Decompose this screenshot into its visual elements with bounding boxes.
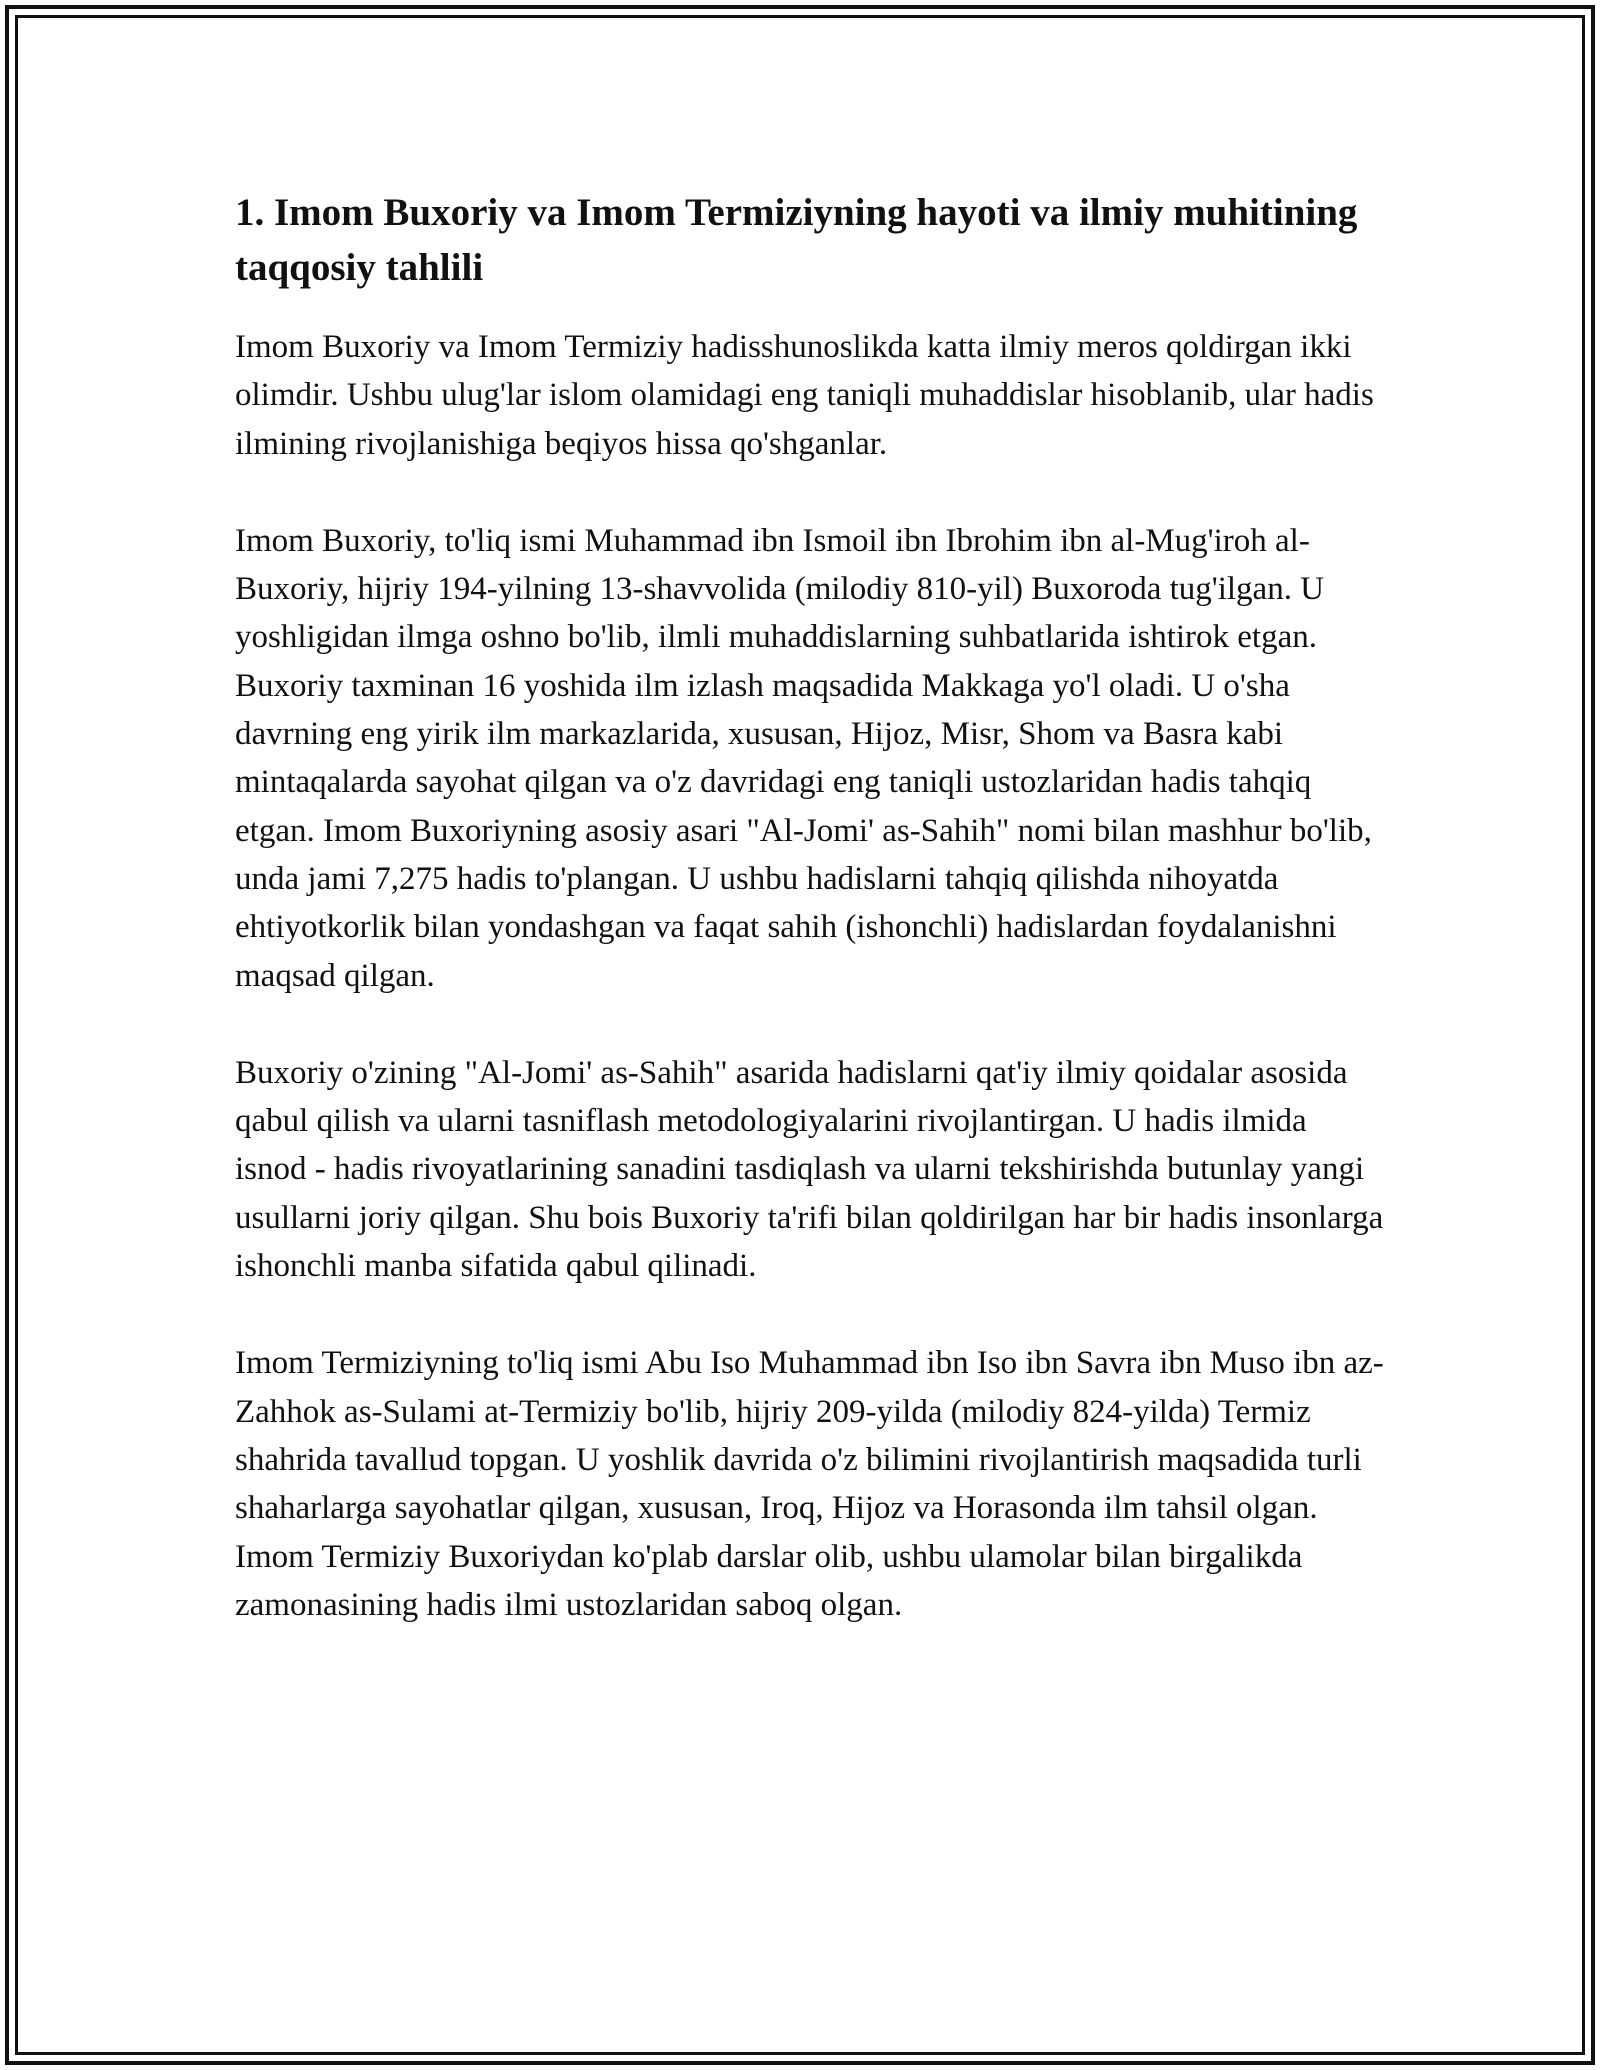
paragraph-intro: Imom Buxoriy va Imom Termiziy hadisshunoslikda katta ilmiy meros qoldirgan ikki olimdir. Ushbu ulug'lar islom olamidagi eng taniqli muhaddislar hisoblanib, ular hadis ilmining rivojlanishiga beqiyos hissa qo'shganlar. [235, 329, 1374, 462]
paragraph-buxoriy-biography: Imom Buxoriy, to'liq ismi Muhammad ibn Ismoil ibn Ibrohim ibn al-Mug'iroh al-Buxoriy, hijriy 194-yilning 13-shavvolida (milodiy 810-yil) Buxoroda tug'ilgan. U yoshligidan ilmga oshno bo'lib, ilmli muhaddislarning suhbatlarida ishtirok etgan. Buxoriy taxminan 16 yoshida ilm izlash maqsadida Makkaga yo'l oladi. U o'sha davrning eng yirik ilm markazlarida, xususan, Hijoz, Misr, Shom va Basra kabi mintaqalarda sayohat qilgan va o'z davridagi eng taniqli ustozlaridan hadis tahqiq etgan. Imom Buxoriyning asosiy asari "Al-Jomi' as-Sahih" nomi bilan mashhur bo'lib, unda jami 7,275 hadis to'plangan. U ushbu hadislarni tahqiq qilishda nihoyatda ehtiyotkorlik bilan yondashgan va faqat sahih (ishonchli) hadislardan foydalanishni maqsad qilgan. [235, 522, 1372, 994]
section-heading: 1. Imom Buxoriy va Imom Termiziyning hayoti va ilmiy muhitining taqqosiy tahlili [235, 191, 1358, 289]
paragraph-termiziy-biography: Imom Termiziyning to'liq ismi Abu Iso Muhammad ibn Iso ibn Savra ibn Muso ibn az-Zahhok as-Sulami at-Termiziy bo'lib, hijriy 209-yilda (milodiy 824-yilda) Termiz shahrida tavallud topgan. U yoshlik davrida o'z bilimini rivojlantirish maqsadida turli shaharlarga sayohatlar qilgan, xususan, Iroq, Hijoz va Horasonda ilm tahsil olgan. Imom Termiziy Buxoriydan ko'plab darslar olib, ushbu ulamolar bilan birgalikda zamonasining hadis ilmi ustozlaridan saboq olgan. [235, 1345, 1384, 1623]
document-body [235, 185, 1385, 1678]
paragraph-buxoriy-methodology: Buxoriy o'zining "Al-Jomi' as-Sahih" asarida hadislarni qat'iy ilmiy qoidalar asosida qabul qilish va ularni tasniflash metodologiyalarini rivojlantirgan. U hadis ilmida isnod - hadis rivoyatlarining sanadini tasdiqlash va ularni tekshirishda butunlay yangi usullarni joriy qilgan. Shu bois Buxoriy ta'rifi bilan qoldirilgan har bir hadis insonlarga ishonchli manba sifatida qabul qilinadi. [235, 1054, 1384, 1285]
